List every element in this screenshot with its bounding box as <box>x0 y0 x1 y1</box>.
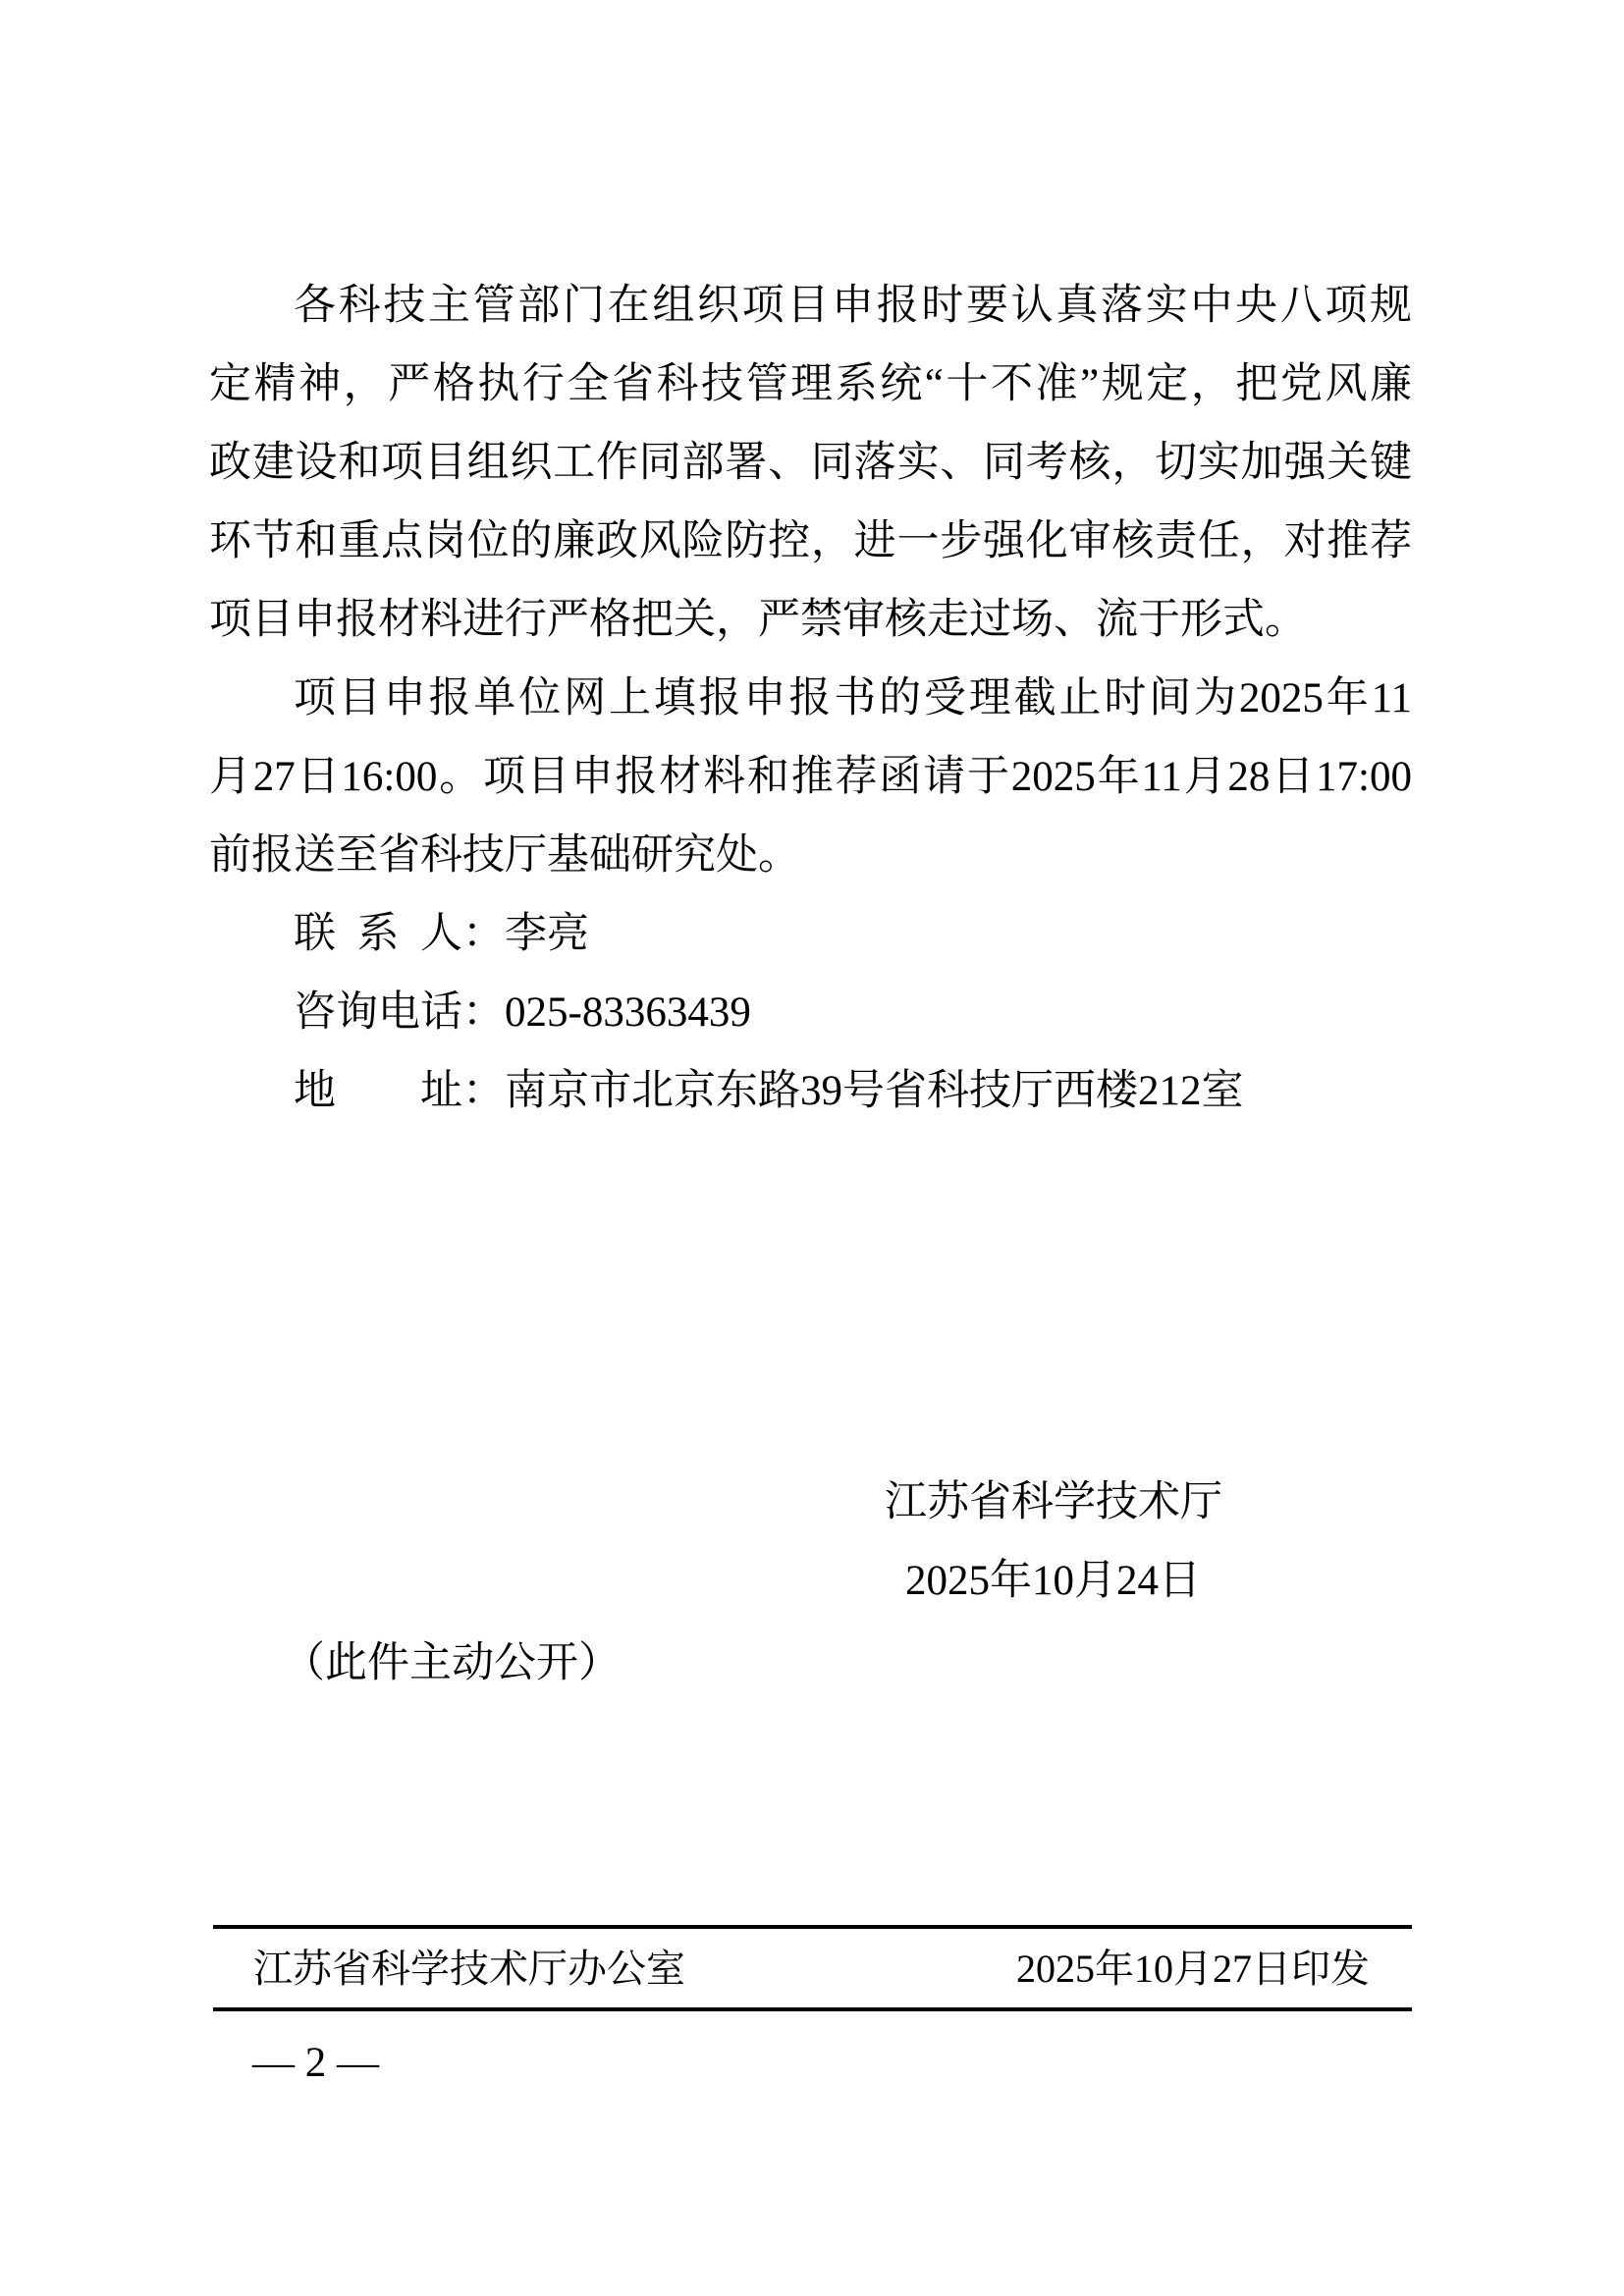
contact-address-label: 地址 <box>294 1068 462 1114</box>
disclosure-note: （此件主动公开） <box>283 1640 621 1686</box>
para1-line-4: 环节和重点岗位的廉政风险防控，进一步强化审核责任，对推荐 <box>209 518 1412 564</box>
body-text <box>209 267 1412 1131</box>
contact-person-row <box>209 895 1412 974</box>
para2-line-1: 项目申报单位网上填报申报书的受理截止时间为2025年11 <box>294 675 1412 721</box>
para2-line-2: 月27日16:00。项目申报材料和推荐函请于2025年11月28日17:00 <box>209 754 1412 800</box>
footer-rule-top <box>213 1925 1412 1929</box>
contact-address-row <box>209 1052 1412 1131</box>
para1-line-1: 各科技主管部门在组织项目申报时要认真落实中央八项规 <box>294 283 1412 329</box>
footer-issuer: 江苏省科学技术厅办公室 <box>253 1947 685 1991</box>
signature-organization: 江苏省科学技术厅 <box>885 1479 1222 1525</box>
contact-person-label: 联系人 <box>294 911 462 957</box>
footer-row <box>213 1947 1412 1992</box>
para1-line-3: 政建设和项目组织工作同部署、同落实、同考核，切实加强关键 <box>209 440 1412 486</box>
para2-line-3: 前报送至省科技厅基础研究处。 <box>209 832 800 879</box>
contact-phone-row <box>209 974 1412 1052</box>
footer-print-date: 2025年10月27日印发 <box>1016 1947 1370 1991</box>
para1-line-2: 定精神，严格执行全省科技管理系统“十不准”规定，把党风廉 <box>209 361 1412 407</box>
contact-phone-label: 咨询电话 <box>294 989 462 1036</box>
footer-rule-bottom <box>213 2007 1412 2011</box>
contact-address-value: 南京市北京东路39号省科技厅西楼212室 <box>505 1068 1244 1114</box>
contact-person-colon: ： <box>462 911 505 957</box>
page-number: — 2 — <box>252 2040 379 2086</box>
contact-phone-value: 025-83363439 <box>505 989 751 1036</box>
contact-address-colon: ： <box>462 1068 505 1114</box>
contact-phone-colon: ： <box>462 989 505 1036</box>
signature-date: 2025年10月24日 <box>905 1558 1201 1604</box>
contact-person-value: 李亮 <box>505 911 589 957</box>
para1-line-5: 项目申报材料进行严格把关，严禁审核走过场、流于形式。 <box>209 597 1307 643</box>
